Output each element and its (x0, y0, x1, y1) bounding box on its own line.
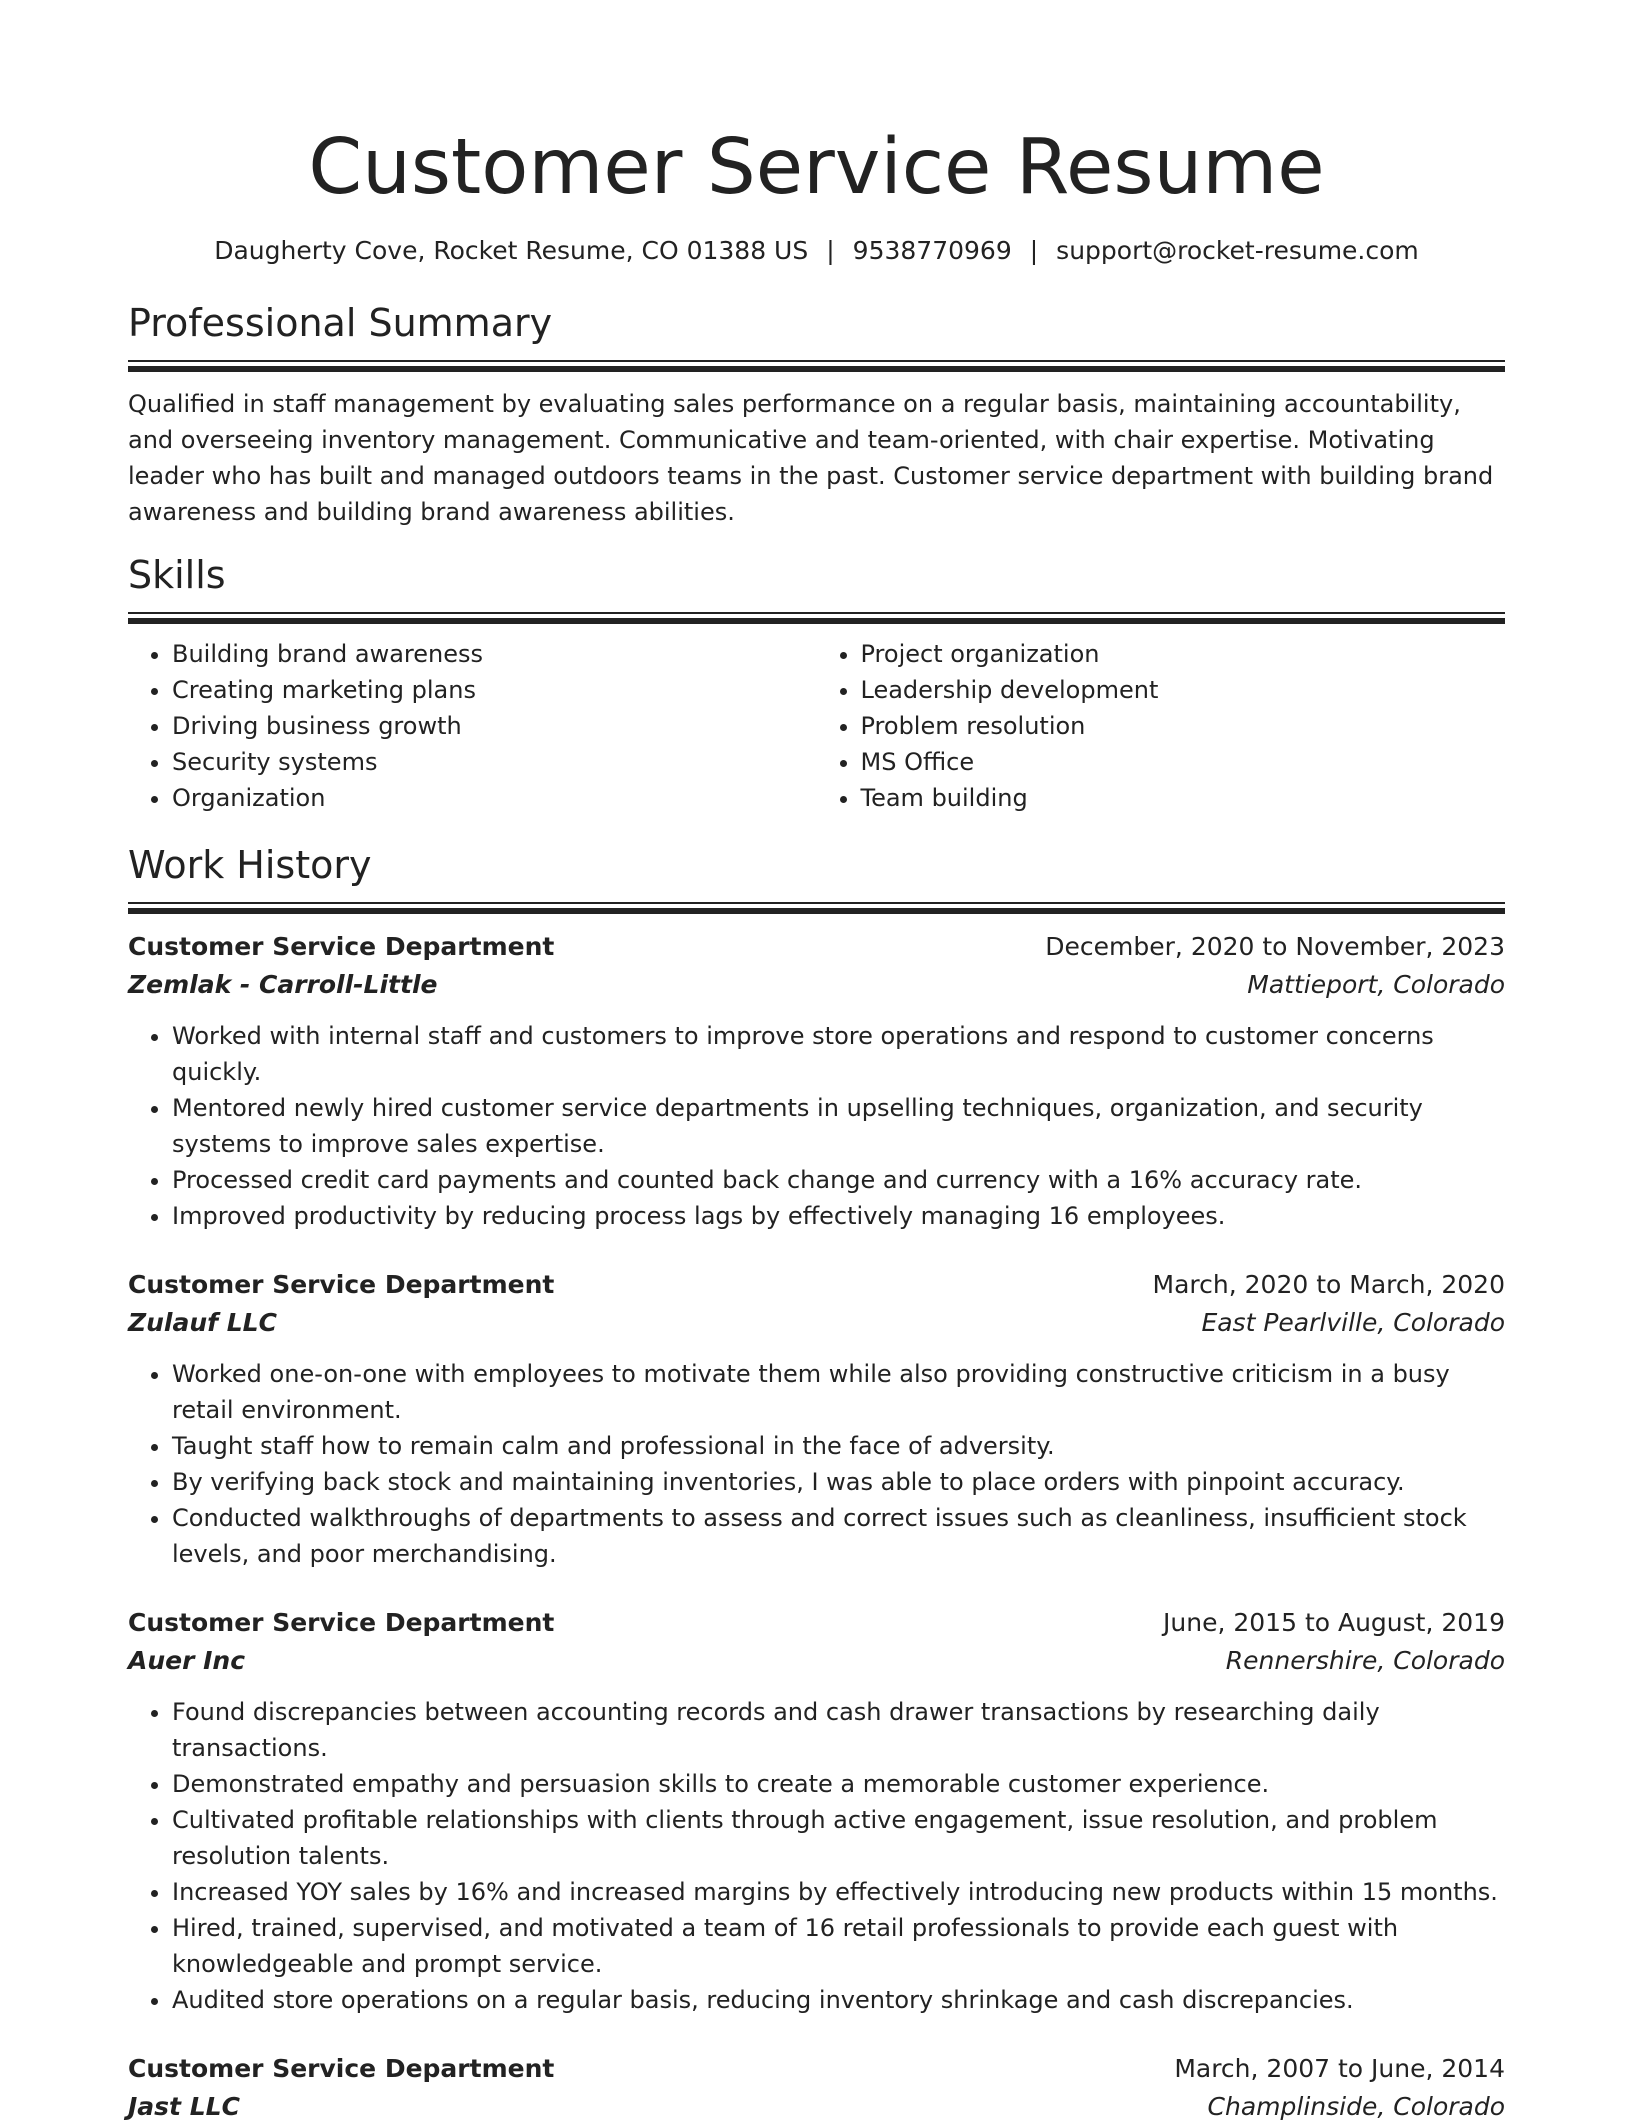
work-history-heading: Work History (128, 843, 372, 887)
job-bullet: • Found discrepancies between accounting records and cash drawer transactions by researching daily transactions. (172, 1694, 1505, 1766)
job-dates: June, 2015 to August, 2019 (1163, 1608, 1505, 1637)
job-bullet: • Worked with internal staff and customers to improve store operations and respond to customer concerns quickly. (172, 1018, 1505, 1090)
section-divider (128, 902, 1505, 914)
job-entry (128, 1266, 1505, 1572)
summary-section (128, 298, 1505, 530)
job-title: Customer Service Department (128, 2054, 555, 2083)
job-dates: March, 2020 to March, 2020 (1152, 1270, 1505, 1299)
contact-address: Daugherty Cove, Rocket Resume, CO 01388 US (214, 236, 809, 265)
skills-section (128, 550, 1505, 816)
job-bullet: • Audited store operations on a regular basis, reducing inventory shrinkage and cash discrepancies. (172, 1982, 1505, 2018)
job-bullet: • Improved productivity by reducing process lags by effectively managing 16 employees. (172, 1198, 1505, 1234)
job-bullet: • Cultivated profitable relationships with clients through active engagement, issue resolution, and problem resolution talents. (172, 1802, 1505, 1874)
job-entry (128, 1604, 1505, 2018)
job-company: Jast LLC (128, 2092, 240, 2121)
job-title: Customer Service Department (128, 1608, 555, 1637)
skills-list (128, 636, 1505, 816)
job-title: Customer Service Department (128, 1270, 555, 1299)
job-bullets (128, 1356, 1505, 1572)
job-entry (128, 2050, 1505, 2126)
job-bullet: • Increased YOY sales by 16% and increased margins by effectively introducing new products within 15 months. (172, 1874, 1505, 1910)
skills-column-right (817, 636, 1506, 816)
work-history-section (128, 840, 1505, 2126)
job-location: Mattieport, Colorado (1247, 970, 1505, 999)
job-location: Rennershire, Colorado (1225, 1646, 1505, 1675)
job-bullet: • Demonstrated empathy and persuasion skills to create a memorable customer experience. (172, 1766, 1505, 1802)
skill-item: • MS Office (861, 744, 1506, 780)
job-company: Zemlak - Carroll-Little (128, 970, 438, 999)
skill-item: • Team building (861, 780, 1506, 816)
job-title: Customer Service Department (128, 932, 555, 961)
skill-item: • Driving business growth (172, 708, 817, 744)
job-bullet: • Worked one-on-one with employees to motivate them while also providing constructive criticism in a busy retail environment. (172, 1356, 1505, 1428)
job-company: Auer Inc (128, 1646, 246, 1675)
job-bullet: • Hired, trained, supervised, and motivated a team of 16 retail professionals to provide each guest with knowledgeable and prompt service. (172, 1910, 1505, 1982)
contact-email: support@rocket-resume.com (1056, 236, 1419, 265)
summary-heading: Professional Summary (128, 301, 553, 345)
skill-item: • Building brand awareness (172, 636, 817, 672)
contact-line (128, 234, 1505, 268)
summary-text: Qualified in staff management by evaluating sales performance on a regular basis, maintaining accountability, and overseeing inventory management. Communicative and team-oriented, with chair expertise. Motivating leader who has built and managed outdoors teams in the past. Customer service department with building brand awareness and building brand awareness abilities. (128, 390, 1494, 526)
job-bullet: • By verifying back stock and maintaining inventories, I was able to place orders with pinpoint accuracy. (172, 1464, 1505, 1500)
job-location: Champlinside, Colorado (1207, 2092, 1505, 2121)
job-bullet: • Processed credit card payments and counted back change and currency with a 16% accuracy rate. (172, 1162, 1505, 1198)
job-bullets (128, 1694, 1505, 2018)
job-bullet: • Conducted walkthroughs of departments to assess and correct issues such as cleanliness, insufficient stock levels, and poor merchandising. (172, 1500, 1505, 1572)
skill-item: • Project organization (861, 636, 1506, 672)
section-divider (128, 612, 1505, 624)
skill-item: • Organization (172, 780, 817, 816)
job-bullet: • Taught staff how to remain calm and professional in the face of adversity. (172, 1428, 1505, 1464)
job-location: East Pearlville, Colorado (1201, 1308, 1505, 1337)
skills-column-left (128, 636, 817, 816)
job-dates: December, 2020 to November, 2023 (1045, 932, 1505, 961)
contact-phone: 9538770969 (852, 236, 1012, 265)
skill-item: • Leadership development (861, 672, 1506, 708)
section-divider (128, 360, 1505, 372)
skills-heading: Skills (128, 553, 226, 597)
job-company: Zulauf LLC (128, 1308, 277, 1337)
skill-item: • Problem resolution (861, 708, 1506, 744)
job-bullet: • Mentored newly hired customer service departments in upselling techniques, organization, and security systems to improve sales expertise. (172, 1090, 1505, 1162)
job-bullets (128, 1018, 1505, 1234)
resume-title: Customer Service Resume (308, 123, 1325, 212)
skill-item: • Security systems (172, 744, 817, 780)
job-dates: March, 2007 to June, 2014 (1174, 2054, 1505, 2083)
contact-separator: | (826, 236, 835, 265)
contact-separator: | (1029, 236, 1039, 265)
skill-item: • Creating marketing plans (172, 672, 817, 708)
job-entry (128, 928, 1505, 1234)
